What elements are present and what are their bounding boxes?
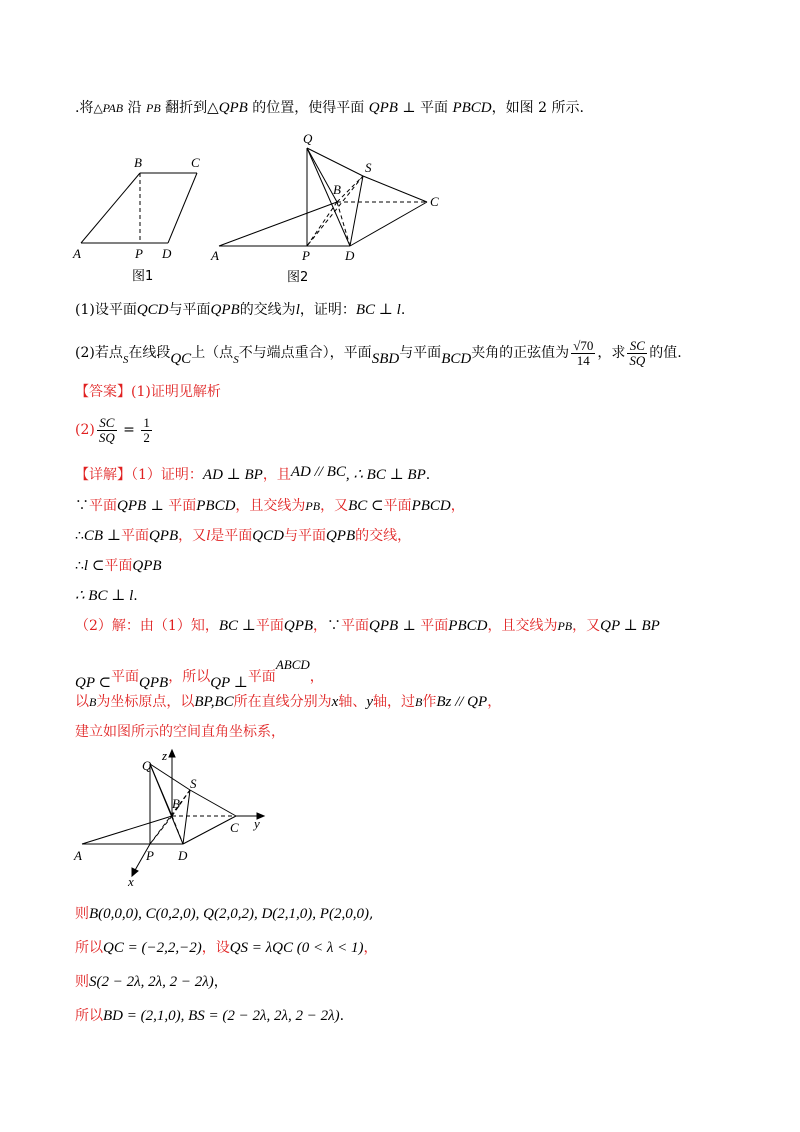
fig3-edge-ab	[82, 816, 172, 844]
figure-2	[205, 128, 455, 290]
fig3-axis-z-arrow	[169, 750, 175, 757]
ratio-fraction: $\frac{SC}{SQ}$	[629, 337, 646, 368]
fig3-label-d: D	[178, 848, 188, 863]
fig3-label-s: S	[190, 776, 197, 791]
question-2: (2)若点$_S$在线段QC上（点$_S$不与端点重合），平面SBD与平面BCD夹角的正弦值为 $\frac{√70}{14}$ ，求 $\frac{SC}{SQ}$ 的值.	[75, 337, 682, 368]
fig1-label-a: A	[73, 246, 81, 261]
detail-line-8: 以B为坐标原点，以BP,BC所在直线分别为x轴、y轴，过B作Bz // QP，	[75, 694, 502, 710]
fig3-edge-sc	[190, 790, 236, 816]
detail-line-4: ∴l ⊂平面QPB	[75, 558, 162, 574]
fig2-label-s: S	[365, 160, 372, 175]
fig1-label-d: D	[162, 246, 172, 261]
problem-intro: .将△PAB 沿 PB 翻折到△QPB 的位置，使得平面 QPB ⊥ 平面 PBCD，如图 2 所示.	[75, 100, 584, 116]
fig3-label-x: x	[128, 874, 134, 889]
fig2-label-c: C	[430, 194, 439, 209]
fig2-edge-ab	[219, 202, 337, 246]
detail-line-1: 【详解】（1）证明：AD ⊥ BP，且AD // BC, ∴ BC ⊥ BP.	[75, 464, 431, 483]
fig2-edge-dc	[350, 202, 427, 246]
fig2-label-b: B	[333, 182, 341, 197]
fig2-edge-qs	[307, 148, 363, 176]
detail-line-6: （2）解：由（1）知，BC ⊥平面QPB，∵平面QPB ⊥ 平面PBCD，且交线为PB，又QP ⊥ BP	[75, 618, 660, 634]
fig2-edge-sc	[363, 176, 427, 202]
coords-line: 则B(0,0,0), C(0,2,0), Q(2,0,2), D(2,1,0), P(2,0,0),	[75, 906, 374, 922]
fig2-edge-qd	[307, 148, 350, 246]
detail-line-2: ∵平面QPB ⊥ 平面PBCD，且交线为PB，又BC ⊂平面PBCD，	[75, 498, 465, 514]
fig1-edge-ab	[81, 173, 140, 243]
fig2-caption: 图2	[287, 270, 309, 285]
fig3-edge-bp	[150, 816, 172, 844]
fig1-label-c: C	[191, 155, 200, 170]
sine-value-fraction: $\frac{√70}{14}$	[573, 337, 594, 368]
fig3-label-c: C	[230, 820, 239, 835]
detail-line-7: QP ⊂平面QPB，所以QP ⊥平面ABCD，	[75, 657, 324, 691]
fig3-edge-qb	[150, 764, 172, 816]
answer-tag: 【答案】	[75, 384, 131, 400]
detail-tag: 【详解】	[75, 467, 131, 483]
detail-line-5: ∴ BC ⊥ l.	[75, 588, 138, 604]
fig3-label-z: z	[162, 748, 168, 763]
fig3-label-q: Q	[142, 758, 152, 773]
figure-3	[70, 748, 270, 890]
fig2-label-a: A	[211, 248, 219, 263]
fig1-label-p: P	[135, 246, 143, 261]
detail-line-3: ∴CB ⊥平面QPB，又l是平面QCD与平面QPB的交线，	[75, 528, 412, 544]
fig2-edge-bp	[307, 202, 337, 246]
vectors-line: 所以BD = (2,1,0), BS = (2 − 2λ, 2λ, 2 − 2λ).	[75, 1008, 345, 1024]
fig2-edge-bd	[337, 202, 350, 246]
answer-line-2: (2) $\frac{SC}{SQ}$ = $\frac{1}{2}$	[75, 414, 150, 445]
fig3-edge-dc	[183, 816, 236, 844]
fig3-label-p: P	[146, 848, 154, 863]
fig2-label-p: P	[302, 248, 310, 263]
fig1-label-b: B	[134, 155, 142, 170]
fig3-label-b: B	[172, 796, 180, 811]
question-1: (1)设平面QCD与平面QPB的交线为l，证明：BC ⊥ l.	[75, 302, 406, 318]
fig1-caption: 图1	[132, 269, 154, 284]
answer-line-1: 【答案】(1)证明见解析	[75, 384, 221, 400]
fig3-label-y: y	[254, 816, 260, 831]
figure-1	[70, 150, 220, 290]
qc-vector-line: 所以QC = (−2,2,−2)，设QS = λQC (0 < λ < 1)，	[75, 940, 378, 956]
fig3-label-a: A	[74, 848, 82, 863]
fig2-label-q: Q	[303, 131, 313, 146]
fig2-label-d: D	[345, 248, 355, 263]
s-point-line: 则S(2 − 2λ, 2λ, 2 − 2λ)，	[75, 974, 228, 990]
fig1-edge-cd	[168, 173, 197, 243]
detail-line-9: 建立如图所示的空间直角坐标系，	[75, 724, 285, 740]
